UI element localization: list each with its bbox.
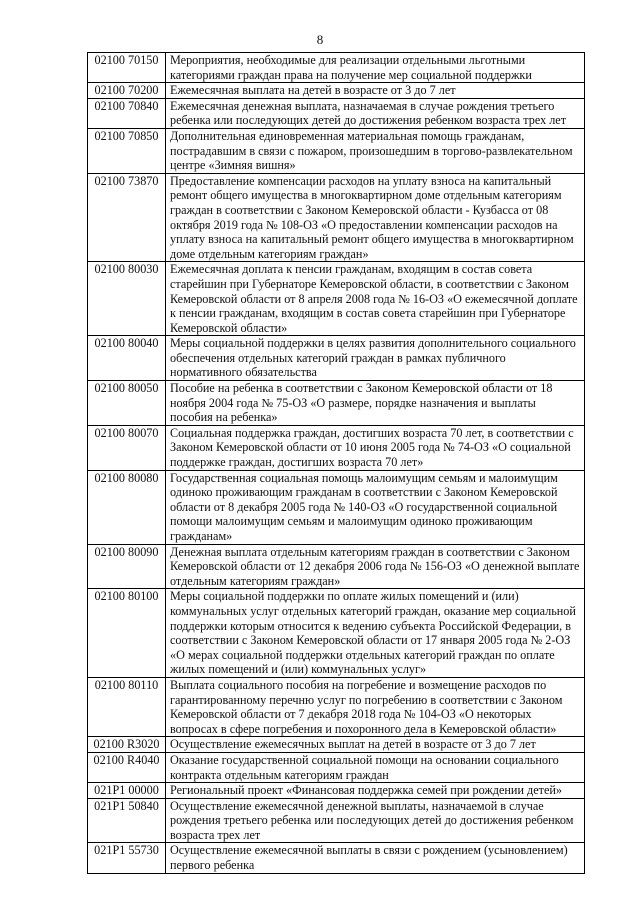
row-code: 02100 80040 bbox=[88, 336, 166, 381]
table-row bbox=[88, 53, 585, 83]
row-code: 021P1 55730 bbox=[88, 843, 166, 873]
row-description: Осуществление ежемесячной выплаты в связи с рождением (усыновлением) первого ребенка bbox=[166, 843, 585, 873]
table-row bbox=[88, 783, 585, 799]
row-description: Мероприятия, необходимые для реализации отдельными льготными категориями граждан права на получение мер социальной поддержки bbox=[166, 53, 585, 83]
row-description: Денежная выплата отдельным категориям граждан в соответствии с Законом Кемеровской области от 12 декабря 2006 года № 156-ОЗ «О денежной выплате отдельным категориям граждан» bbox=[166, 544, 585, 589]
row-code: 02100 R4040 bbox=[88, 752, 166, 782]
row-code: 02100 70850 bbox=[88, 128, 166, 173]
row-code: 02100 80090 bbox=[88, 544, 166, 589]
table-row bbox=[88, 336, 585, 381]
row-description: Меры социальной поддержки в целях развития дополнительного социального обеспечения отдельных категорий граждан в рамках публичного нормативного обязательства bbox=[166, 336, 585, 381]
table-row bbox=[88, 843, 585, 873]
table-row bbox=[88, 128, 585, 173]
row-code: 02100 70840 bbox=[88, 98, 166, 128]
table-row bbox=[88, 470, 585, 544]
row-description: Региональный проект «Финансовая поддержка семей при рождении детей» bbox=[166, 783, 585, 799]
row-code: 021P1 50840 bbox=[88, 798, 166, 843]
table-row bbox=[88, 798, 585, 843]
row-description: Выплата социального пособия на погребение и возмещение расходов по гарантированному перечню услуг по погребению в соответствии с Законом Кемеровской области от 7 декабря 2018 года № 104-ОЗ «О некоторых вопросах в сфере погребения и похоронного дела в Кемеровской области» bbox=[166, 677, 585, 736]
table-row bbox=[88, 98, 585, 128]
row-description: Пособие на ребенка в соответствии с Законом Кемеровской области от 18 ноября 2004 года № 75-ОЗ «О размере, порядке назначения и выплаты пособия на ребенка» bbox=[166, 381, 585, 426]
row-code: 02100 80030 bbox=[88, 262, 166, 336]
table-row bbox=[88, 737, 585, 753]
row-description: Социальная поддержка граждан, достигших возраста 70 лет, в соответствии с Законом Кемеровской области от 10 июня 2005 года № 74-ОЗ «О социальной поддержке граждан, достигших возраста 70 лет» bbox=[166, 425, 585, 470]
row-description: Меры социальной поддержки по оплате жилых помещений и (или) коммунальных услуг отдельных категорий граждан, оказание мер социальной поддержки которым относится к ведению субъекта Российской Федерации, в соответствии с Законом Кемеровской области от 17 января 2005 года № 2-ОЗ «О мерах социальной поддержки отдельных категорий граждан по оплате жилых помещений и (или) коммунальных услуг» bbox=[166, 589, 585, 678]
table-row bbox=[88, 544, 585, 589]
table-row bbox=[88, 677, 585, 736]
row-code: 02100 80050 bbox=[88, 381, 166, 426]
table-row bbox=[88, 83, 585, 99]
row-code: 02100 70150 bbox=[88, 53, 166, 83]
row-description: Осуществление ежемесячной денежной выплаты, назначаемой в случае рождения третьего ребенка или последующих детей до достижения ребенком возраста трех лет bbox=[166, 798, 585, 843]
table-row bbox=[88, 173, 585, 262]
row-description: Дополнительная единовременная материальная помощь гражданам, пострадавшим в связи с пожаром, произошедшим в торгово-развлекательном центре «Зимняя вишня» bbox=[166, 128, 585, 173]
row-code: 02100 R3020 bbox=[88, 737, 166, 753]
row-description: Осуществление ежемесячных выплат на детей в возрасте от 3 до 7 лет bbox=[166, 737, 585, 753]
row-code: 02100 80110 bbox=[88, 677, 166, 736]
table-row bbox=[88, 589, 585, 678]
row-code: 021P1 00000 bbox=[88, 783, 166, 799]
row-description: Ежемесячная денежная выплата, назначаемая в случае рождения третьего ребенка или последующих детей до достижения ребенком возраста трех лет bbox=[166, 98, 585, 128]
table-row bbox=[88, 425, 585, 470]
row-code: 02100 80100 bbox=[88, 589, 166, 678]
table-row bbox=[88, 752, 585, 782]
table-row bbox=[88, 262, 585, 336]
row-description: Оказание государственной социальной помощи на основании социального контракта отдельным категориям граждан bbox=[166, 752, 585, 782]
row-description: Предоставление компенсации расходов на уплату взноса на капитальный ремонт общего имущества в многоквартирном доме отдельным категориям граждан в соответствии с Законом Кемеровской области - Кузбасса от 08 октября 2019 года № 108-ОЗ «О предоставлении компенсации расходов на уплату взноса на капитальный ремонт общего имущества в многоквартирном доме отдельным категориям граждан» bbox=[166, 173, 585, 262]
budget-codes-table bbox=[87, 52, 585, 874]
table-row bbox=[88, 381, 585, 426]
row-code: 02100 73870 bbox=[88, 173, 166, 262]
table-body bbox=[88, 53, 585, 874]
row-code: 02100 80070 bbox=[88, 425, 166, 470]
row-code: 02100 70200 bbox=[88, 83, 166, 99]
row-code: 02100 80080 bbox=[88, 470, 166, 544]
row-description: Ежемесячная выплата на детей в возрасте от 3 до 7 лет bbox=[166, 83, 585, 99]
page-number: 8 bbox=[316, 32, 324, 47]
row-description: Ежемесячная доплата к пенсии гражданам, входящим в состав совета старейшин при Губернаторе Кемеровской области, в соответствии с Законом Кемеровской области от 8 апреля 2008 года № 16-ОЗ «О ежемесячной доплате к пенсии гражданам, входящим в состав совета старейшин при Губернаторе Кемеровской области» bbox=[166, 262, 585, 336]
row-description: Государственная социальная помощь малоимущим семьям и малоимущим одиноко проживающим гражданам в соответствии с Законом Кемеровской области от 8 декабря 2005 года № 140-ОЗ «О государственной социальной помощи малоимущим семьям и малоимущим одиноко проживающим гражданам» bbox=[166, 470, 585, 544]
